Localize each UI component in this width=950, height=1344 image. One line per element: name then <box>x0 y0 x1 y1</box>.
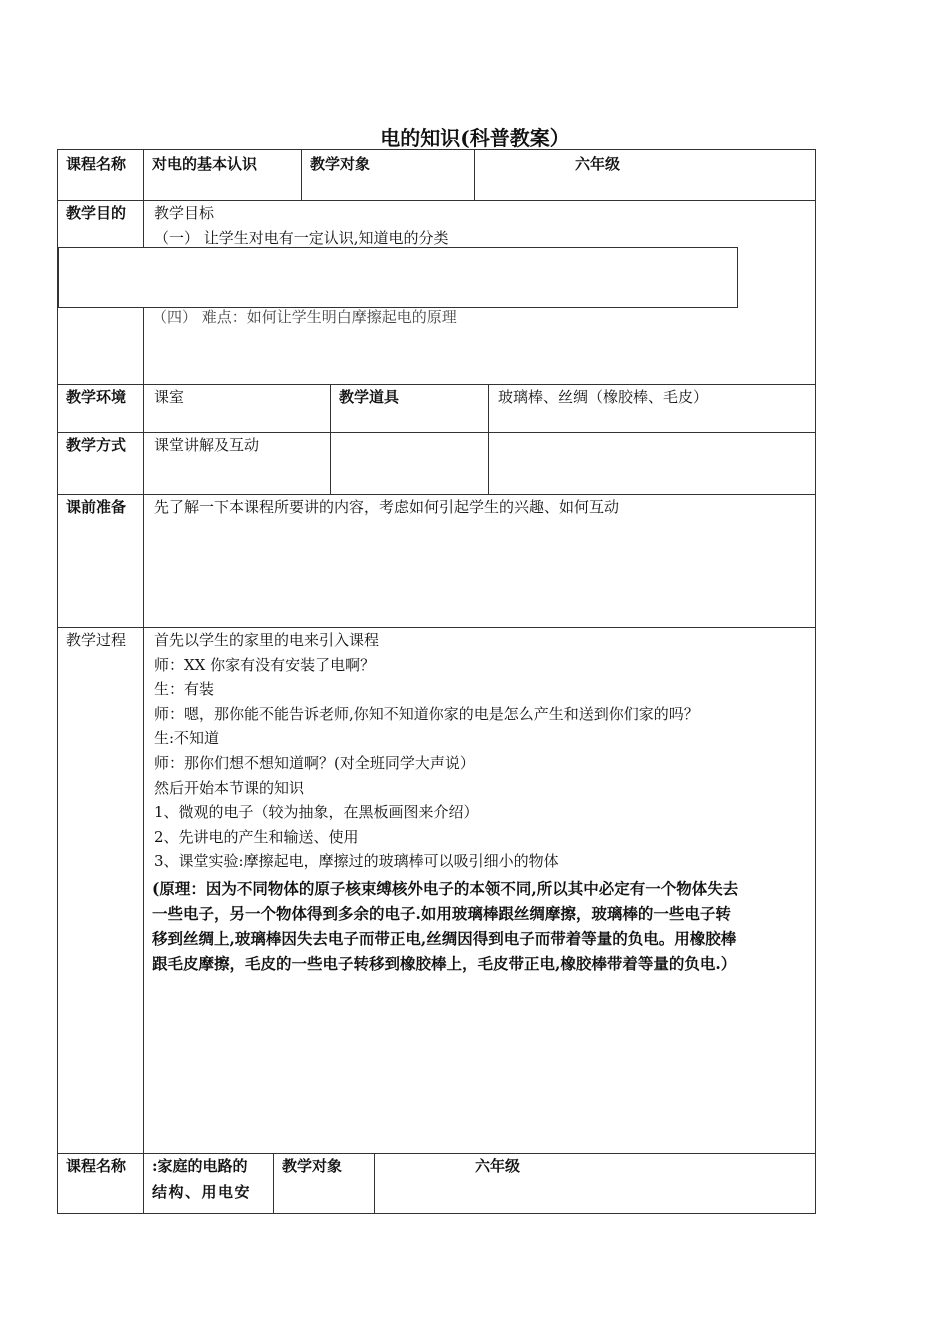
principle-line: 跟毛皮摩擦，毛皮的一些电子转移到橡胶棒上，毛皮带正电,橡胶棒带着等量的负电.） <box>152 954 737 973</box>
method-value: 课堂讲解及互动 <box>154 436 260 454</box>
env-label: 教学环境 <box>66 388 127 406</box>
env-value: 课室 <box>154 388 185 406</box>
document-title: 电的知识(科普教案） <box>380 126 570 150</box>
course2-name-line-2: 结构、用电安 <box>152 1183 252 1201</box>
cell-course2-audience-value <box>374 1153 816 1214</box>
process-line: 师：那你们想不想知道啊？(对全班同学大声说） <box>154 754 475 772</box>
prep-value: 先了解一下本课程所要讲的内容，考虑如何引起学生的兴趣、如何互动 <box>154 498 620 516</box>
props-value: 玻璃棒、丝绸（橡胶棒、毛皮） <box>498 388 709 406</box>
cell-audience-value <box>474 149 816 201</box>
purpose-heading: 教学目标 <box>154 204 215 222</box>
principle-line: 移到丝绸上,玻璃棒因失去电子而带正电,丝绸因得到电子而带着等量的负电。用橡胶棒 <box>152 929 737 948</box>
purpose-item-4: （四） 难点：如何让学生明白摩擦起电的原理 <box>152 308 457 326</box>
course-name-value: 对电的基本认识 <box>152 155 258 173</box>
principle-line: 一些电子，另一个物体得到多余的电子.如用玻璃棒跟丝绸摩擦，玻璃棒的一些电子转 <box>152 904 731 923</box>
course2-name-line-1: :家庭的电路的 <box>152 1157 248 1175</box>
process-line: 1、微观的电子（较为抽象，在黑板画图来介绍） <box>154 803 479 822</box>
course2-audience-value: 六年级 <box>475 1157 521 1175</box>
prep-label: 课前准备 <box>66 498 127 516</box>
process-line: 然后开始本节课的知识 <box>154 778 305 797</box>
process-label: 教学过程 <box>66 631 127 649</box>
course-name-label: 课程名称 <box>66 155 127 173</box>
course2-audience-label: 教学对象 <box>282 1157 343 1175</box>
audience-label: 教学对象 <box>310 155 371 173</box>
process-line: 2、先讲电的产生和输送、使用 <box>154 827 359 846</box>
process-line: 师：XX 你家有没有安装了电啊？ <box>154 655 376 674</box>
method-label: 教学方式 <box>66 436 127 454</box>
purpose-label: 教学目的 <box>66 204 127 222</box>
overlay-box <box>58 247 738 308</box>
process-line: 3、课堂实验:摩擦起电，摩擦过的玻璃棒可以吸引细小的物体 <box>154 852 559 871</box>
principle-line: (原理：因为不同物体的原子核束缚核外电子的本领不同,所以其中必定有一个物体失去 <box>152 879 739 898</box>
process-line: 生:不知道 <box>154 729 220 748</box>
course2-name-label: 课程名称 <box>66 1157 127 1175</box>
cell-method-empty-1 <box>330 432 489 495</box>
purpose-item-1: （一） 让学生对电有一定认识,知道电的分类 <box>154 229 449 247</box>
process-line: 生：有装 <box>154 680 215 699</box>
audience-value: 六年级 <box>575 155 621 173</box>
props-label: 教学道具 <box>339 388 400 406</box>
process-line: 首先以学生的家里的电来引入课程 <box>154 631 380 649</box>
process-line: 师：嗯，那你能不能告诉老师,你知不知道你家的电是怎么产生和送到你们家的吗？ <box>154 704 699 723</box>
cell-process-label <box>57 627 144 1154</box>
cell-method-empty-2 <box>488 432 816 495</box>
